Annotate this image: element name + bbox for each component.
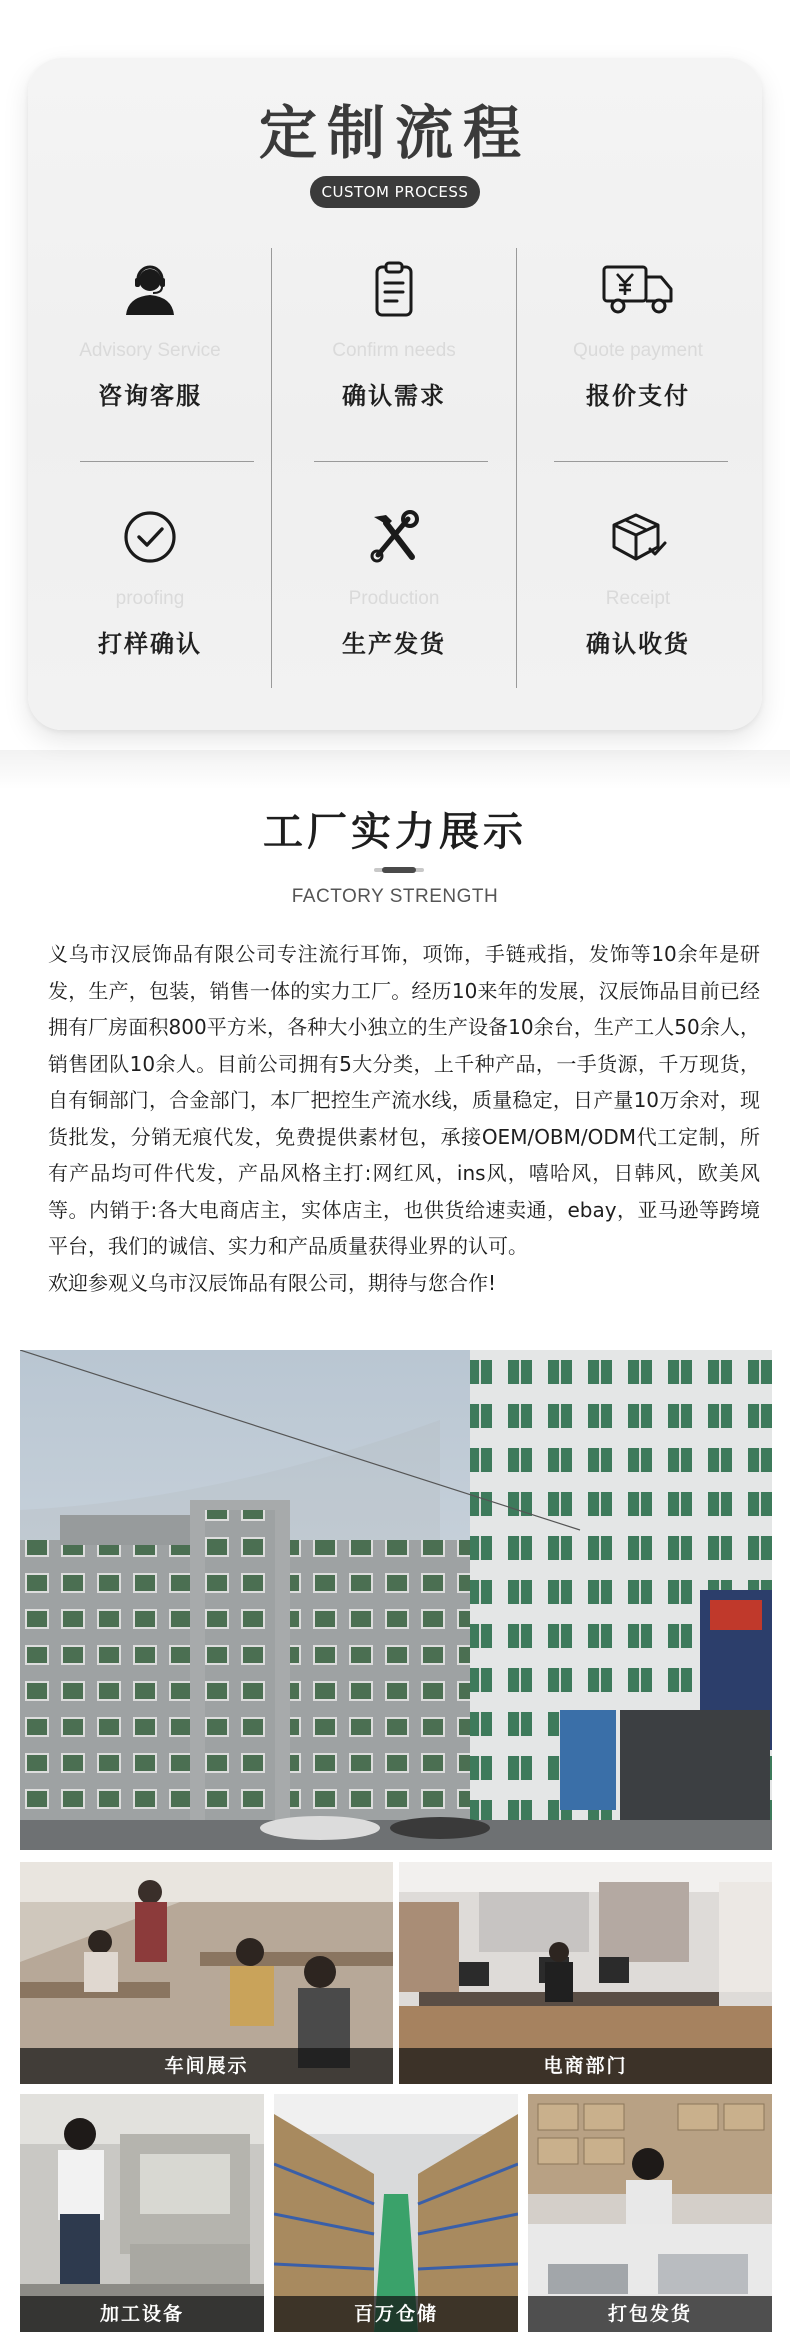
step-chinese-label: 报价支付 <box>586 382 690 410</box>
step-receipt <box>516 504 760 659</box>
packing-photo <box>528 2094 772 2332</box>
step-english-label: Quote payment <box>573 340 703 361</box>
step-english-label: Receipt <box>605 588 671 609</box>
step-chinese-label: 打样确认 <box>98 630 202 658</box>
check-circle-icon <box>120 507 180 567</box>
hammer-wrench-icon <box>364 507 424 567</box>
step-english-label: Advisory Service <box>79 340 221 361</box>
package-check-icon <box>606 507 670 567</box>
step-chinese-label: 咨询客服 <box>98 382 202 410</box>
workshop-photo <box>20 1862 393 2084</box>
step-production <box>272 504 516 659</box>
title-decoration <box>374 866 424 874</box>
welcome-paragraph: 欢迎参观义乌市汉辰饰品有限公司，期待与您合作! <box>48 1270 497 1295</box>
process-subtitle-badge: CUSTOM PROCESS <box>310 176 480 208</box>
process-title: 定制流程 <box>258 99 531 167</box>
equipment-caption: 加工设备 <box>20 2296 264 2332</box>
step-english-label: Production <box>348 588 440 609</box>
step-confirm-needs <box>272 256 516 411</box>
factory-subtitle: FACTORY STRENGTH <box>291 886 499 907</box>
row-divider <box>314 461 488 462</box>
factory-title: 工厂实力展示 <box>263 809 527 855</box>
description-paragraph: 义乌市汉辰饰品有限公司专注流行耳饰，项饰，手链戒指，发饰等10余年是研发，生产，包装，销售一体的实力工厂。经历10来年的发展，汉辰饰品目前已经拥有厂房面积800平方米，各种大小独立的生产设备10余台，生产工人50余人，销售团队10余人。目前公司拥有5大分类，上千种产品，一手货源，千万现货，自有铜部门，合金部门，本厂把控生产流水线，质量稳定，日产量10万余对，现货批发，分销无痕代发，免费提供素材包，承接OEM/OBM/ODM代工定制，所有产品均可件代发，产品风格主打:网红风，ins风，嘻哈风，日韩风，欧美风等。内销于:各大电商店主，实体店主，也供货给速卖通，ebay，亚马逊等跨境平台，我们的诚信、实力和产品质量获得业界的认可。 <box>48 942 760 1258</box>
step-english-label: proofing <box>115 588 185 609</box>
workshop-caption: 车间展示 <box>20 2048 393 2084</box>
step-quote-payment <box>516 256 760 411</box>
step-chinese-label: 确认需求 <box>342 382 446 410</box>
equipment-photo <box>20 2094 264 2332</box>
clipboard-icon <box>364 259 424 319</box>
custom-process-card <box>28 58 762 730</box>
ecommerce-caption: 电商部门 <box>399 2048 772 2084</box>
warehouse-photo <box>274 2094 518 2332</box>
packing-caption: 打包发货 <box>528 2296 772 2332</box>
yuan-truck-icon <box>598 259 678 319</box>
step-proofing <box>28 504 272 659</box>
step-advisory-service <box>28 256 272 411</box>
row-divider <box>80 461 254 462</box>
factory-building-photo <box>20 1350 772 1850</box>
section-separator <box>0 750 790 790</box>
customer-service-icon <box>120 259 180 319</box>
company-description <box>48 936 760 1301</box>
step-chinese-label: 生产发货 <box>342 630 446 658</box>
ecommerce-photo <box>399 1862 772 2084</box>
step-english-label: Confirm needs <box>332 340 456 361</box>
warehouse-caption: 百万仓储 <box>274 2296 518 2332</box>
step-chinese-label: 确认收货 <box>586 630 690 658</box>
row-divider <box>554 461 728 462</box>
